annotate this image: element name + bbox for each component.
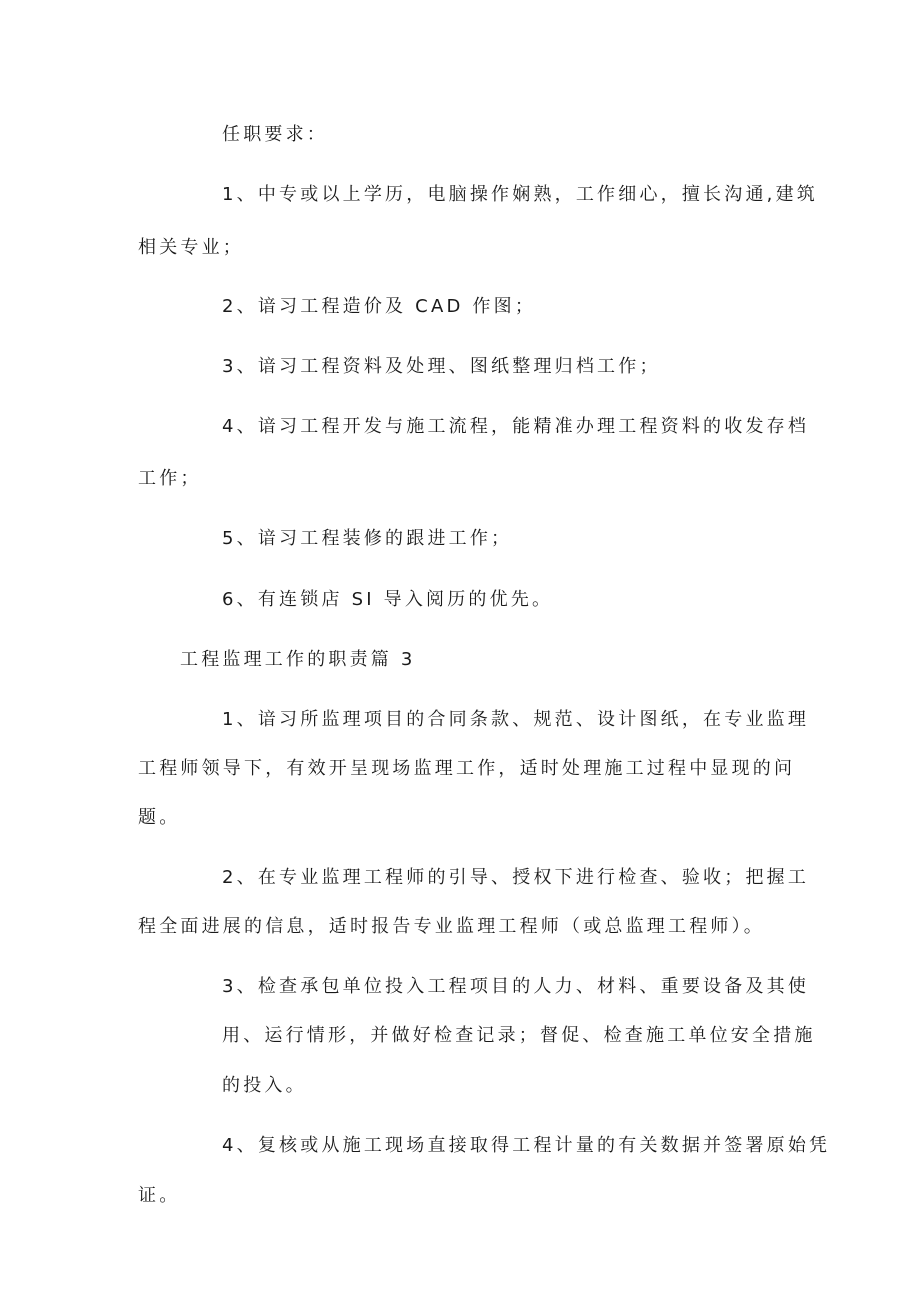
section-3-title: 工程监理工作的职责篇 3 bbox=[180, 649, 416, 670]
duty-item-3-line-1: 3、检查承包单位投入工程项目的人力、材料、重要设备及其使 bbox=[222, 976, 810, 997]
duty-item-4-line-1: 4、复核或从施工现场直接取得工程计量的有关数据并签署原始凭 bbox=[222, 1135, 831, 1156]
requirements-heading: 任职要求： bbox=[222, 124, 328, 145]
requirement-item-4-line-2: 工作； bbox=[138, 468, 202, 489]
requirement-item-2: 2、谙习工程造价及 CAD 作图； bbox=[222, 296, 537, 317]
duty-item-2-line-2: 程全面进展的信息，适时报告专业监理工程师（或总监理工程师）。 bbox=[138, 916, 765, 937]
duty-item-4-line-2: 证。 bbox=[138, 1185, 181, 1206]
requirement-item-1-line-1: 1、中专或以上学历，电脑操作娴熟，工作细心，擅长沟通,建筑 bbox=[222, 184, 818, 205]
requirement-item-4-line-1: 4、谙习工程开发与施工流程，能精准办理工程资料的收发存档 bbox=[222, 416, 810, 437]
duty-item-1-line-2: 工程师领导下，有效开呈现场监理工作，适时处理施工过程中显现的问 bbox=[138, 758, 796, 779]
requirement-item-3: 3、谙习工程资料及处理、图纸整理归档工作； bbox=[222, 356, 661, 377]
duty-item-2-line-1: 2、在专业监理工程师的引导、授权下进行检查、验收；把握工 bbox=[222, 867, 810, 888]
duty-item-1-line-1: 1、谙习所监理项目的合同条款、规范、设计图纸，在专业监理 bbox=[222, 709, 810, 730]
duty-item-3-line-3: 的投入。 bbox=[222, 1075, 307, 1096]
duty-item-1-line-3: 题。 bbox=[138, 807, 181, 828]
requirement-item-5: 5、谙习工程装修的跟进工作； bbox=[222, 528, 513, 549]
requirement-item-6: 6、有连锁店 SI 导入阅历的优先。 bbox=[222, 589, 554, 610]
requirement-item-1-line-2: 相关专业； bbox=[138, 237, 244, 258]
duty-item-3-line-2: 用、运行情形，并做好检查记录；督促、检查施工单位安全措施 bbox=[222, 1025, 816, 1046]
